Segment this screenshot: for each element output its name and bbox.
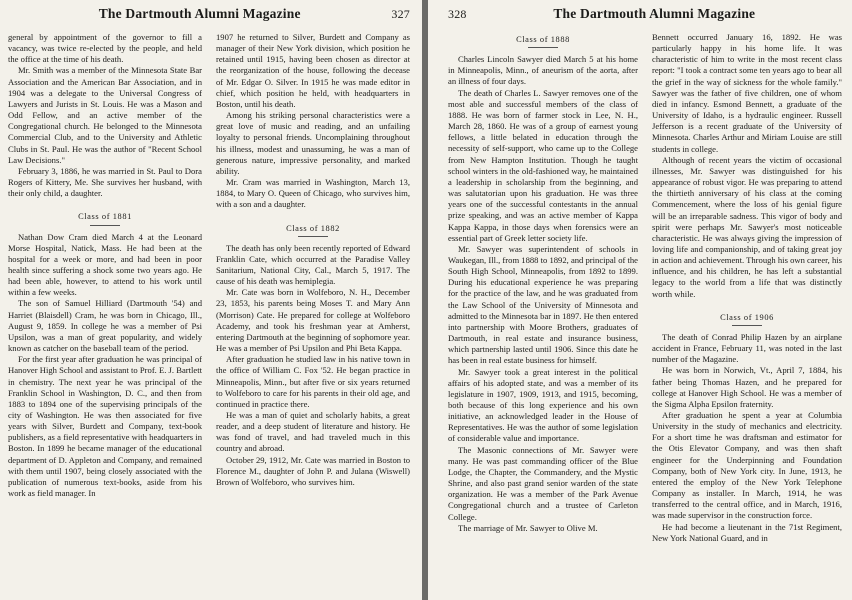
paragraph: Mr. Cram was married in Washington, March 13, 1884, to Mary O. Queen of Chicago, who survives him, with a son and a daughter. [216,177,410,210]
paragraph: Although of recent years the victim of occasional illnesses, Mr. Sawyer was distinguished for his appearance of robust vigor. He was preparing to attend the thirtieth anniversary of his class at the coming Commencement, where the loss of his genial figure will be an irreparable sadness. This vigor of body and spirit were perhaps Mr. Sawyer's most noticeable characteristic. He was always giving the impression of loving life and companionship, and of taking great joy in action and achievement. Through his own career, his influence, and his children, he has left a substantial legacy to the world from a life that was distinctly worth while. [652,154,842,299]
paragraph: After graduation he spent a year at Columbia University in the study of mechanics and electricity. For a short time he was draftsman and estimator for the Otis Elevator Company, and was then shaft engineer for the Underpinning and Foundation Company, both of New York city. In June, 1913, he entered the employ of the New York Telephone Company as installer. In March, 1914, he was transferred to the central office, and in March, 1916, was made supervisor in the construction force. [652,410,842,521]
heading-rule [528,47,558,48]
right-page-header [448,6,842,32]
paragraph: The death has only been recently reported of Edward Franklin Cate, which occurred at the Paradise Valley Sanitarium, National City, Cal., March 5, 1917. The cause of his death was hemiplegia. [216,242,410,287]
paragraph: The death of Conrad Philip Hazen by an airplane accident in France, February 11, was noted in the last number of the Magazine. [652,331,842,365]
heading-rule [298,236,328,237]
paragraph: He was born in Norwich, Vt., April 7, 1884, his father being Thomas Hazen, and he prepared for college at Hanover High School. He was a member of the Sigma Alpha Epsilon fraternity. [652,365,842,409]
paragraph: October 29, 1912, Mr. Cate was married in Boston to Florence M., daughter of John P. and Julana (Wiswell) Brown of Wolfeboro, who survives him. [216,454,410,487]
left-page-column-2 [216,32,410,499]
paragraph: Mr. Cate was born in Wolfeboro, N. H., December 23, 1853, his parents being Moses T. and Mary Ann (Morrison) Cate. He prepared for college at Wolfeboro Academy, and took his freshman year at Amherst, entering Dartmouth at the beginning of sophomore year. He was a member of Psi Upsilon and Phi Beta Kappa. [216,287,410,354]
paragraph: Mr. Smith was a member of the Minnesota State Bar Association and the American Bar Association, and in 1904 was a delegate to the Universal Congress of Lawyers and Jurists in St. Louis. He was a Mason and Odd Fellow, and an active member of the Congregational church. He belonged to the Minnesota Commercial Club, and to the University and Athletic Clubs in St. Paul. He was the author of "Recent School Law Decisions." [8,65,202,165]
running-title: The Dartmouth Alumni Magazine [98,6,301,21]
paragraph: Mr. Sawyer was superintendent of schools in Waukegan, Ill., from 1888 to 1892, and principal of the South High School, Minneapolis, from 1892 to 1899. During his educational experience he was preparing for the practice of the law, and he was graduated from the Law School of the University of Minnesota and admitted to the Minnesota bar in 1897. He then entered into partnership with Moore Brothers, graduates of Dartmouth, in real estate and insurance business, which partnership lasted until 1906. Since this date he has been in real estate business for himself. [448,243,638,366]
paragraph: 1907 he returned to Silver, Burdett and Company as manager of their New York division, which position he retained until 1915, having been chosen as director at the reorganization of the house, following the decease of Mr. Edgar O. Silver. In 1915 he was made editor in chief, which position he held, with headquarters in Boston, until his death. [216,32,410,109]
paragraph: The death of Charles L. Sawyer removes one of the most able and successful members of the class of 1888. He was born of farmer stock in Lee, N. H., March 28, 1860. He was of a group of earnest young fellows, a little belated in education through the necessity of self-support, who came up to the College from New Hampton Institution. Though he taught school winters in the old-fashioned way, he maintained a leadership in scholarship from the beginning, and was salutatorian upon his graduation. He was three years one of the successful contestants in the annual prize speaking, and was an active member of Kappa Kappa Kappa, in those days when forensics were an essential part of Greek letter society life. [448,87,638,243]
paragraph: Charles Lincoln Sawyer died March 5 at his home in Minneapolis, Minn., of aneurism of the aorta, after an illness of four days. [448,54,638,87]
paragraph: Bennett occurred January 16, 1892. He was particularly happy in his home life. It was characteristic of him to write in the most recent class report: "I took a contract some ten years ago to bear all the grief in the way of sickness for the whole family." Sawyer was the father of five children, one of whom died in infancy. Esmond Bennett, a graduate of the University of Idaho, is a hydraulic engineer. Russell Jefferson is a recent graduate of the University of Minnesota. Charles Arthur and Miriam Louise are still students in college. [652,32,842,154]
paragraph: Mr. Sawyer took a great interest in the political affairs of his adopted state, and was a member of its legislature in 1907, 1909, 1913, and 1915, becoming, both because of this long experience and his own initiative, an acknowledged leader in the House of Representatives. He was the author of some legislation of considerable value and importance. [448,366,638,444]
paragraph: February 3, 1886, he was married in St. Paul to Dora Rogers of Kittery, Me. She survives her husband, with their only child, a daughter. [8,165,202,199]
paragraph: He was a man of quiet and scholarly habits, a great reader, and a deep student of literature and history. He was fond of travel, and had traveled much in this country and abroad. [216,410,410,454]
paragraph: The Masonic connections of Mr. Sawyer were many. He was past commanding officer of the Blue Lodge, the Chapter, the Commandery, and the Mystic Shrine, and also past grand senior warden of the state organization. He was a member of the Park Avenue Congregational church and a trustee of Carleton College. [448,444,638,522]
class-heading: Class of 1882 [286,223,340,233]
left-page [0,0,422,600]
paragraph: After graduation he studied law in his native town in the office of William C. Fox '52. He began practice in Minneapolis, Minn., but after five or six years returned to Wolfeboro to care for his parents in their old age, and continued in practice there. [216,354,410,409]
page-number: 327 [391,7,410,21]
paragraph: Nathan Dow Cram died March 4 at the Leonard Morse Hospital, Natick, Mass. He had been at the hospital for a week or more, and had been in poor health since suffering a shock some two years ago. He had been able, however, to attend to his work until within a few weeks. [8,231,202,298]
left-page-column-1 [8,32,202,499]
paragraph: The marriage of Mr. Sawyer to Olive M. [458,522,598,533]
paragraph: general by appointment of the governor to fill a vacancy, was twice re-elected by the people, and held the office at the time of his death. [8,32,202,65]
class-heading: Class of 1906 [720,312,774,322]
heading-rule [732,325,762,326]
left-page-header [8,6,410,32]
paragraph: The son of Samuel Hilliard (Dartmouth '54) and Harriet (Blaisdell) Cram, he was born in Chicago, Ill., August 9, 1859. In college he was a member of Psi Upsilon, was a man of great popularity, and widely known as catcher on the baseball team of the period. [8,298,202,354]
paragraph: Among his striking personal characteristics were a great love of music and reading, and an unfailing loyalty to personal friends. Uncomplaining throughout his illness, modest and unassuming, he was a man of generous nature, impressive personality, and marked ability. [216,110,410,176]
page-number: 328 [448,7,467,21]
paragraph: For the first year after graduation he was principal of Hanover High School and assistant to Prof. E. J. Bartlett in chemistry. The next year he was principal of the Franklin School in Washington, D. C., and then from 1883 to 1894 one of the supervising principals of the city of Washington. He was then associated for five years with Silver, Burdett and Company, text-book publishers, as a field representative with headquarters in Boston. In 1899 he became manager of the educational department of D. Appleton and Company, and remained with them until 1907, being closely associated with the publication of numerous text-books, aside from his work as field manager. In [8,354,202,499]
right-page-column-2 [652,32,842,544]
right-page-column-1 [448,32,638,544]
class-heading: Class of 1881 [78,212,132,222]
running-title: The Dartmouth Alumni Magazine [553,6,756,21]
class-heading: Class of 1888 [516,35,570,44]
paragraph: He had become a lieutenant in the 71st Regiment, New York National Guard, and in [652,521,842,543]
heading-rule [90,225,120,226]
right-page [428,0,852,600]
